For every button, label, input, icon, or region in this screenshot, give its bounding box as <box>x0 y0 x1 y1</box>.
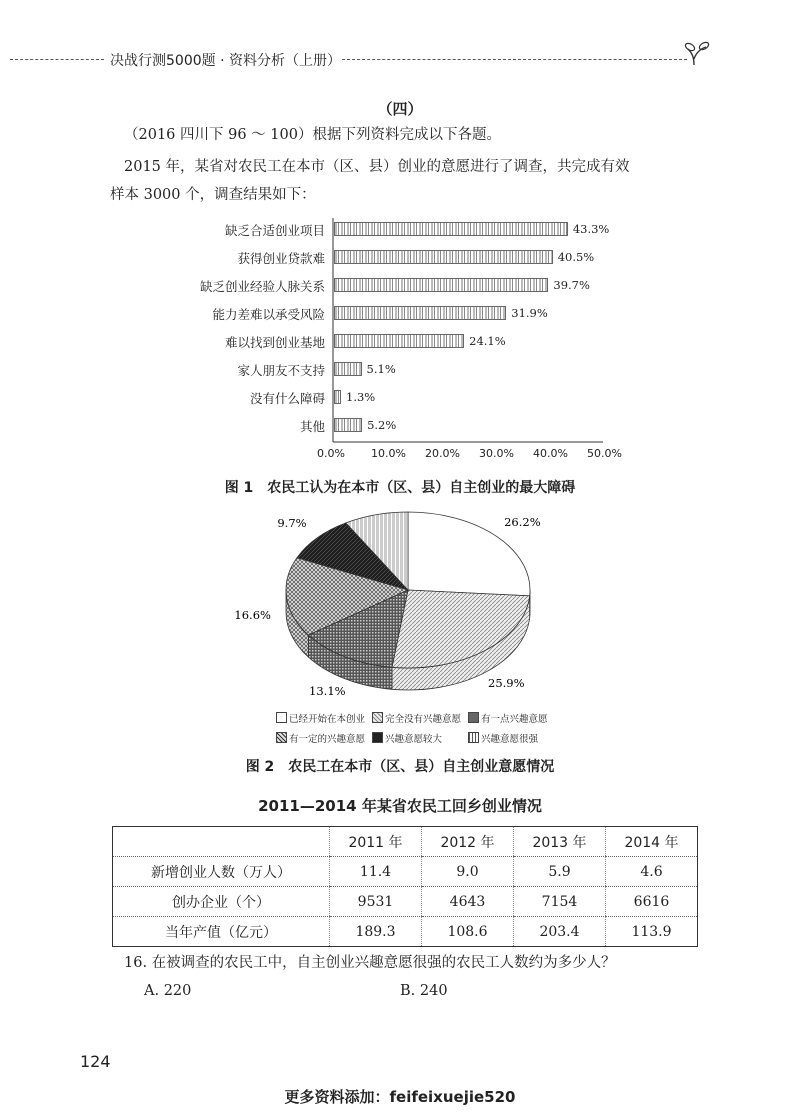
table-cell: 108.6 <box>422 917 514 947</box>
data-table <box>112 826 698 947</box>
bar-category-label: 家人朋友不支持 <box>237 363 325 378</box>
legend-item-0 <box>276 711 365 725</box>
bar-value-label: 40.5% <box>557 250 595 264</box>
table-cell: 当年产值（亿元） <box>113 917 330 947</box>
bar-value-label: 39.7% <box>553 278 590 292</box>
page-number: 124 <box>80 1052 111 1071</box>
figure2-caption: 图 2 农民工在本市（区、县）自主创业意愿情况 <box>245 759 555 775</box>
legend-item-4 <box>372 731 442 745</box>
bar <box>334 278 548 292</box>
bar-value-label: 24.1% <box>469 334 506 348</box>
intro-line2: 样本 3000 个，调查结果如下： <box>110 187 316 203</box>
table-row <box>113 857 698 887</box>
option-b[interactable]: B. 240 <box>400 983 448 999</box>
legend-label: 有一定的兴趣意愿 <box>289 734 366 745</box>
table-cell: 113.9 <box>606 917 698 947</box>
table-row <box>113 917 698 947</box>
bar-chart <box>0 0 800 470</box>
table-cell: 4643 <box>422 887 514 917</box>
figure1-caption: 图 1 农民工认为在本市（区、县）自主创业的最大障碍 <box>224 480 576 496</box>
table-cell: 9531 <box>330 887 422 917</box>
legend-swatch <box>372 732 383 743</box>
table-header-cell: 2012 年 <box>422 827 514 857</box>
table-cell: 9.0 <box>422 857 514 887</box>
bar-category-label: 缺乏合适创业项目 <box>224 223 325 238</box>
pie-chart <box>0 500 800 710</box>
bar-category-label: 其他 <box>299 419 325 434</box>
bar <box>334 390 341 404</box>
pie-value-label: 16.6% <box>234 607 271 622</box>
x-tick-label: 20.0% <box>425 447 460 460</box>
bar-value-label: 1.3% <box>346 390 376 404</box>
x-tick-label: 40.0% <box>533 447 568 460</box>
table-header-cell: 2011 年 <box>330 827 422 857</box>
bar-value-label: 43.3% <box>572 222 610 236</box>
table-cell: 新增创业人数（万人） <box>113 857 330 887</box>
bar-category-label: 缺乏创业经验人脉关系 <box>199 279 325 294</box>
legend-label: 已经开始在本创业 <box>289 714 366 725</box>
x-tick-label: 50.0% <box>587 447 622 460</box>
table-title: 2011—2014 年某省农民工回乡创业情况 <box>258 797 542 815</box>
pie-value-label: 25.9% <box>488 676 525 691</box>
table-cell: 6616 <box>606 887 698 917</box>
table-cell: 189.3 <box>330 917 422 947</box>
question-text: 16. 在被调查的农民工中，自主创业兴趣意愿很强的农民工人数约为多少人？ <box>124 955 616 971</box>
legend-swatch <box>468 712 479 723</box>
table-cell: 203.4 <box>514 917 606 947</box>
legend-swatch <box>276 712 287 723</box>
pie-value-label: 13.1% <box>309 683 346 698</box>
pie-value-label <box>352 500 381 501</box>
table-header-cell: 2014 年 <box>606 827 698 857</box>
legend-swatch <box>372 712 383 723</box>
bar <box>334 334 464 348</box>
legend-swatch <box>276 732 287 743</box>
legend-swatch <box>468 732 479 743</box>
bar-category-label: 能力差难以承受风险 <box>212 307 325 322</box>
header-title: 决战行测5000题 · 资料分析（上册） <box>110 53 341 69</box>
table-cell: 4.6 <box>606 857 698 887</box>
bar-category-label: 获得创业贷款难 <box>237 251 325 266</box>
x-tick-label: 30.0% <box>479 447 514 460</box>
bar <box>334 362 362 376</box>
bar <box>334 418 362 432</box>
option-a[interactable]: A. 220 <box>144 983 192 999</box>
bar-category-label: 难以找到创业基地 <box>224 335 325 350</box>
legend-item-3 <box>276 731 365 745</box>
legend-item-2 <box>468 711 548 725</box>
table-cell: 7154 <box>514 887 606 917</box>
legend-item-5 <box>468 731 538 745</box>
table-header-cell: 2013 年 <box>514 827 606 857</box>
section-title: （四） <box>377 100 423 118</box>
bar-category-label: 没有什么障碍 <box>249 391 325 406</box>
intro-source: （2016 四川下 96 ～ 100）根据下列资料完成以下各题。 <box>124 127 501 143</box>
x-tick-label: 10.0% <box>371 447 406 460</box>
legend-label: 兴趣意愿很强 <box>481 734 539 745</box>
table-cell: 5.9 <box>514 857 606 887</box>
footer-note: 更多资料添加：feifeixuejie520 <box>284 1088 516 1106</box>
bar <box>334 250 553 264</box>
bar <box>334 306 506 320</box>
legend-label: 兴趣意愿较大 <box>385 734 443 745</box>
legend-label: 有一点兴趣意愿 <box>481 714 548 725</box>
pie-value-label: 9.7% <box>277 516 307 531</box>
legend-label: 完全没有兴趣意愿 <box>385 714 462 725</box>
pie-value-label: 26.2% <box>504 515 541 530</box>
bar-value-label: 31.9% <box>511 306 548 320</box>
bar-value-label: 5.2% <box>367 418 397 432</box>
bar <box>334 222 568 236</box>
pie-svg <box>0 500 800 710</box>
legend-item-1 <box>372 711 461 725</box>
bar-value-label: 5.1% <box>366 362 396 376</box>
table-row <box>113 887 698 917</box>
intro-line1: 2015 年，某省对农民工在本市（区、县）创业的意愿进行了调查，共完成有效 <box>124 159 630 175</box>
table-header-cell <box>113 827 330 857</box>
table-header-row <box>113 827 698 857</box>
x-tick-label: 0.0% <box>317 447 345 460</box>
table-cell: 11.4 <box>330 857 422 887</box>
table-cell: 创办企业（个） <box>113 887 330 917</box>
